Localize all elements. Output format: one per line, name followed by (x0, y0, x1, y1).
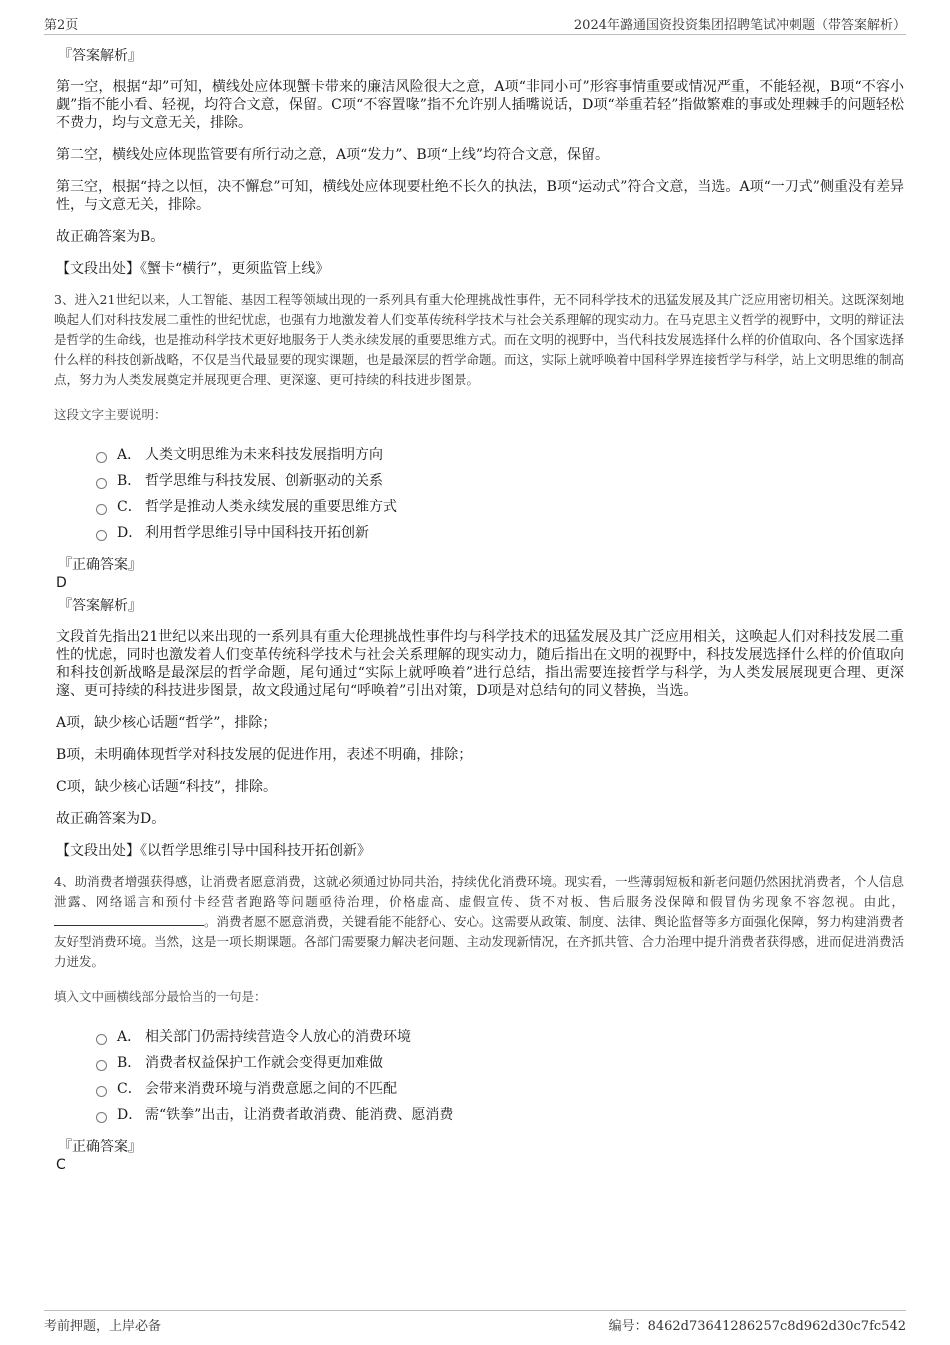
q4-answer: C (56, 1157, 66, 1173)
option-letter: D． (117, 1107, 143, 1123)
footer-slogan: 考前押题，上岸必备 (44, 1319, 162, 1334)
radio-icon[interactable] (96, 530, 107, 541)
q4-option-c[interactable] (96, 1076, 904, 1102)
q3-option-c[interactable] (96, 494, 904, 520)
q3-analysis-p1: 文段首先指出21世纪以来出现的一系列具有重大伦理挑战性事件均与科学技术的迅猛发展及其广泛应用相关，这唤起人们对科技发展二重性的忧虑，同时也激发着人们变革传统科学技术与社会关系理解的现实动力，随后指出在文明的视野中，科技发展选择什么样的价值取向和科技创新战略是最深层的哲学命题，尾句通过“实际上就呼唤着”进行总结，指出需要连接哲学与科学，为人类发展展现更合理、更深邃、更可持续的科技进步图景，故文段通过尾句“呼唤着”引出对策，D项是对总结句的同义替换，当选。 (56, 629, 904, 699)
page-header (44, 14, 906, 35)
q2-analysis-tag: 『答案解析』 (58, 48, 142, 64)
option-text: 哲学思维与科技发展、创新驱动的关系 (145, 473, 383, 489)
q3-answer: D (56, 575, 67, 591)
option-letter: C． (117, 499, 142, 515)
q3-source: 【文段出处】《以哲学思维引导中国科技开拓创新》 (56, 843, 371, 859)
page-footer (44, 1310, 906, 1335)
q3-question: 3、进入21世纪以来，人工智能、基因工程等领域出现的一系列具有重大伦理挑战性事件，无不同科学技术的迅猛发展及其广泛应用密切相关。这既深刻地唤起人们对科技发展二重性的世纪忧虑，也强有力地激发着人们变革传统科学技术与社会关系理解的现实动力。在马克思主义哲学的视野中，文明的辩证法是哲学的生命线，也是推动科学技术更好地服务于人类永续发展的重要思维方式。而在文明的视野中，当代科技发展选择什么样的价值取向、各个国家选择什么样的科技创新战略，不仅是当代最显要的现实课题，也是最深层的哲学命题。而这，实际上就呼唤着中国科学界连接哲学与科学，站上文明思维的制高点，努力为人类发展奠定并展现更合理、更深邃、更可持续的科技进步图景。 (54, 292, 905, 387)
page-number: 第2页 (44, 18, 79, 33)
option-text: 相关部门仍需持续营造令人放心的消费环境 (145, 1029, 411, 1045)
radio-icon[interactable] (96, 1034, 107, 1045)
option-text: 哲学是推动人类永续发展的重要思维方式 (145, 499, 397, 515)
document-title: 2024年潞通国资投资集团招聘笔试冲刺题（带答案解析） (573, 18, 906, 33)
q2-source: 【文段出处】《蟹卡“横行”，更须监管上线》 (56, 261, 330, 277)
radio-icon[interactable] (96, 1086, 107, 1097)
radio-icon[interactable] (96, 452, 107, 463)
option-text: 人类文明思维为未来科技发展指明方向 (145, 447, 383, 463)
q3-options (96, 442, 904, 546)
option-text: 需“铁拳”出击，让消费者敢消费、能消费、愿消费 (145, 1107, 454, 1123)
option-letter: B． (117, 473, 142, 489)
q4-option-d[interactable] (96, 1102, 904, 1128)
radio-icon[interactable] (96, 1112, 107, 1123)
document-id: 编号：8462d73641286257c8d962d30c7fc542 (608, 1319, 906, 1334)
option-letter: C． (117, 1081, 142, 1097)
q3-analysis-p3: B项，未明确体现哲学对科技发展的促进作用，表述不明确，排除； (56, 747, 473, 763)
option-letter: D． (117, 525, 143, 541)
q2-analysis-p1: 第一空，根据“却”可知，横线处应体现蟹卡带来的廉洁风险很大之意，A项“非同小可”形容事情重要或情况严重，不能轻视，B项“不容小觑”指不能小看、轻视，均符合文意，保留。C项“不容置喙”指不允许别人插嘴说话，D项“举重若轻”指做繁难的事或处理棘手的问题轻松不费力，均与文意无关，排除。 (56, 79, 904, 131)
q4-question-after: 。消费者愿不愿意消费，关键看能不能舒心、安心。这需要从政策、制度、法律、舆论监督等多方面强化保障，努力构建消费者友好型消费环境。当然，这是一项长期课题。各部门需要聚力解决老问题、主动发现新情况，在齐抓共管、合力治理中提升消费者获得感，进而促进消费活力迸发。 (54, 914, 905, 969)
option-letter: A． (117, 1029, 142, 1045)
page-content (56, 46, 904, 1178)
q2-analysis-p2: 第二空，横线处应体现监管要有所行动之意，A项“发力”、B项“上线”均符合文意，保留。 (56, 147, 610, 163)
option-text: 利用哲学思维引导中国科技开拓创新 (145, 525, 369, 541)
q4-option-a[interactable] (96, 1024, 904, 1050)
q4-question (54, 872, 904, 972)
q4-options (96, 1024, 904, 1128)
q2-conclusion: 故正确答案为B。 (56, 229, 165, 245)
radio-icon[interactable] (96, 478, 107, 489)
q3-analysis-p2: A项，缺少核心话题“哲学”，排除； (56, 715, 277, 731)
option-text: 消费者权益保护工作就会变得更加难做 (145, 1055, 383, 1071)
q4-question-before: 4、助消费者增强获得感，让消费者愿意消费，这就必须通过协同共治，持续优化消费环境。现实看，一些薄弱短板和新老问题仍然困扰消费者，个人信息泄露、网络谣言和预付卡经营者跑路等问题亟待治理，价格虚高、虚假宣传、货不对板、售后服务没保障和假冒伪劣现象不容忽视。由此， (54, 874, 904, 909)
q4-answer-tag: 『正确答案』 (58, 1139, 142, 1155)
q3-option-a[interactable] (96, 442, 904, 468)
option-text: 会带来消费环境与消费意愿之间的不匹配 (145, 1081, 397, 1097)
q3-option-d[interactable] (96, 520, 904, 546)
q4-option-b[interactable] (96, 1050, 904, 1076)
q3-option-b[interactable] (96, 468, 904, 494)
q2-analysis-p3: 第三空，根据“持之以恒，决不懈怠”可知，横线处应体现要杜绝不长久的执法，B项“运动式”符合文意，当选。A项“一刀式”侧重没有差异性，与文意无关，排除。 (56, 179, 904, 213)
q3-conclusion: 故正确答案为D。 (56, 811, 166, 827)
radio-icon[interactable] (96, 1060, 107, 1071)
q3-prompt: 这段文字主要说明： (54, 407, 167, 422)
fill-blank (54, 913, 204, 926)
option-letter: B． (117, 1055, 142, 1071)
q3-answer-tag: 『正确答案』 (58, 557, 142, 573)
option-letter: A． (117, 447, 142, 463)
q3-analysis-tag: 『答案解析』 (58, 598, 142, 614)
radio-icon[interactable] (96, 504, 107, 515)
q4-prompt: 填入文中画横线部分最恰当的一句是： (54, 989, 267, 1004)
q3-analysis-p4: C项，缺少核心话题“科技”，排除。 (56, 779, 278, 795)
